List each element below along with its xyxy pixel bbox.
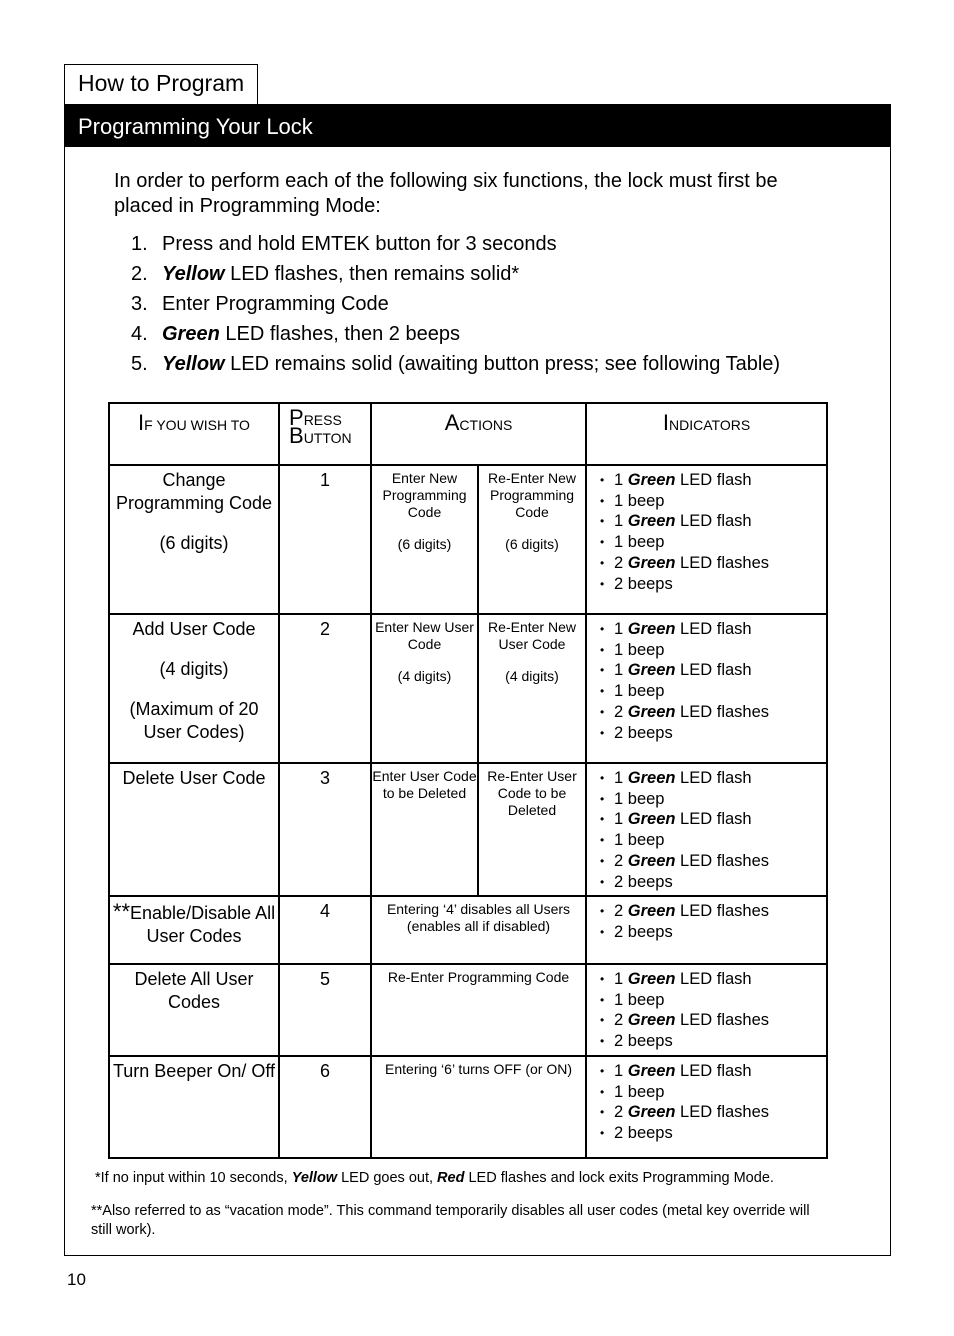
indicator-item: • 1 Green LED flash: [600, 970, 752, 988]
indicator-item: • 1 beep: [600, 789, 665, 808]
indicators-cell: [586, 763, 827, 896]
indicator-item: • 1 Green LED flash: [600, 769, 752, 787]
indicator-item: • 1 Green LED flash: [600, 810, 752, 829]
wish-text: Delete User Code: [122, 768, 266, 788]
action-cell: [478, 614, 586, 763]
wish-cell: [109, 763, 279, 896]
button-cell: 2: [279, 614, 371, 763]
action-cell: [371, 1056, 586, 1158]
wish-note: (4 digits): [159, 659, 229, 679]
indicator-item: • 1 beep: [600, 682, 665, 701]
action-text: Enter New User Code: [375, 619, 474, 652]
step-item: [131, 289, 780, 319]
step-emphasis: Green: [162, 323, 220, 345]
table-row: [109, 763, 827, 896]
programming-table: [108, 402, 828, 1159]
action-text: Re-Enter New User Code: [488, 619, 576, 652]
step-emphasis: Yellow: [162, 263, 225, 285]
button-cell: 6: [279, 1056, 371, 1158]
table-header-row: [109, 403, 827, 465]
action-text: Re-Enter Programming Code: [387, 969, 570, 985]
action-text: Re-Enter User Code to be Deleted: [487, 768, 577, 818]
table-row: [109, 964, 827, 1056]
indicator-item: • 1 Green LED flash: [600, 620, 752, 638]
indicator-item: • 2 Green LED flashes: [600, 702, 770, 721]
button-cell: 1: [279, 465, 371, 614]
indicator-item: • 2 beeps: [600, 1124, 673, 1143]
section-title: Programming Your Lock: [78, 114, 313, 139]
action-text: Enter User Code to be Deleted: [372, 768, 477, 801]
wish-cell: [109, 896, 279, 964]
wish-text: Change Programming Code: [115, 470, 273, 513]
table-row: [109, 1056, 827, 1158]
step-text: LED flashes, then remains solid*: [224, 263, 520, 285]
action-cell: [371, 964, 586, 1056]
wish-cell: [109, 1056, 279, 1158]
indicator-item: • 1 beep: [600, 533, 665, 552]
action-note: (4 digits): [505, 668, 559, 684]
step-text: Enter Programming Code: [162, 293, 389, 315]
wish-cell: [109, 465, 279, 614]
indicators-cell: [586, 896, 827, 964]
action-text: Enter New Programming Code: [382, 470, 467, 520]
wish-cell: [109, 964, 279, 1056]
action-cell: [371, 763, 478, 896]
step-text: Press and hold EMTEK button for 3 seconds: [162, 233, 557, 255]
indicators-cell: [586, 1056, 827, 1158]
section-banner: [65, 105, 890, 147]
indicator-item: • 1 Green LED flash: [600, 512, 752, 531]
step-emphasis: Yellow: [162, 353, 225, 375]
indicator-item: • 2 beeps: [600, 922, 673, 941]
table-row: [109, 465, 827, 614]
wish-text: Add User Code: [132, 619, 256, 639]
action-text: Entering ‘6’ turns OFF (or ON): [385, 1061, 572, 1077]
indicator-item: • 1 beep: [600, 491, 665, 510]
button-cell: 4: [279, 896, 371, 964]
action-note: (6 digits): [397, 536, 452, 552]
header-actions: ACTIONS: [371, 403, 586, 465]
page-number: 10: [67, 1270, 86, 1289]
action-note: (6 digits): [505, 536, 559, 552]
footnote-marker: **: [112, 899, 131, 924]
wish-note: (6 digits): [159, 533, 229, 553]
indicators-cell: [586, 614, 827, 763]
tab-title: How to Program: [78, 70, 245, 96]
indicator-item: • 1 Green LED flash: [600, 1062, 752, 1080]
header-press-button: PRESS BUTTON: [279, 403, 371, 465]
button-cell: 5: [279, 964, 371, 1056]
content-frame: [64, 104, 891, 1256]
indicator-item: • 1 beep: [600, 831, 665, 850]
step-number: 1.: [131, 233, 148, 255]
indicator-item: • 2 Green LED flashes: [600, 851, 770, 870]
indicator-item: • 2 beeps: [600, 574, 673, 593]
wish-note: (Maximum of 20 User Codes): [129, 699, 259, 742]
table-row: [109, 614, 827, 763]
action-cell: [371, 896, 586, 964]
indicators-cell: [586, 964, 827, 1056]
button-cell: 3: [279, 763, 371, 896]
header-if-you-wish-to: IF YOU WISH TO: [109, 403, 279, 465]
steps-list: [131, 229, 780, 379]
intro-text: In order to perform each of the following six functions, the lock must first be placed in Programming Mode:: [114, 170, 778, 217]
action-cell: [371, 465, 478, 614]
step-number: 4.: [131, 323, 148, 345]
step-number: 5.: [131, 353, 148, 375]
action-cell: [371, 614, 478, 763]
wish-text: Turn Beeper On/ Off: [112, 1061, 276, 1081]
footnote-1: *If no input within 10 seconds, Yellow LED goes out, Red LED flashes and lock exits Programming Mode.: [95, 1170, 774, 1186]
indicator-item: • 1 beep: [600, 990, 665, 1009]
indicator-item: • 2 beeps: [600, 723, 673, 742]
step-item: [131, 229, 780, 259]
table-row: [109, 896, 827, 964]
indicator-item: • 1 beep: [600, 1082, 665, 1101]
step-text: LED flashes, then 2 beeps: [219, 323, 460, 345]
wish-text: Delete All User Codes: [134, 969, 254, 1012]
action-note: (4 digits): [397, 668, 452, 684]
indicators-cell: [586, 465, 827, 614]
step-item: [131, 349, 780, 379]
action-cell: [478, 763, 586, 896]
wish-cell: [109, 614, 279, 763]
step-number: 2.: [131, 263, 148, 285]
indicator-item: • 2 Green LED flashes: [600, 553, 770, 572]
header-indicators: INDICATORS: [586, 403, 827, 465]
step-text: LED remains solid (awaiting button press; see following Table): [224, 353, 781, 375]
action-text: Entering ‘4’ disables all Users (enables all if disabled): [386, 901, 571, 934]
footnote-2: **Also referred to as “vacation mode”. This command temporarily disables all user codes (metal key override will still work).: [91, 1203, 810, 1238]
indicator-item: • 2 Green LED flashes: [600, 1011, 770, 1030]
indicator-item: • 2 beeps: [600, 1032, 673, 1051]
indicator-item: • 2 Green LED flashes: [600, 902, 770, 920]
action-text: Re-Enter New Programming Code: [488, 470, 576, 520]
wish-text: Enable/Disable All User Codes: [130, 903, 276, 946]
indicator-item: • 2 Green LED flashes: [600, 1103, 770, 1122]
action-cell: [478, 465, 586, 614]
step-number: 3.: [131, 293, 148, 315]
step-item: [131, 319, 780, 349]
section-tab: [64, 64, 258, 104]
indicator-item: • 1 Green LED flash: [600, 661, 752, 680]
step-item: [131, 259, 780, 289]
indicator-item: • 2 beeps: [600, 872, 673, 891]
indicator-item: • 1 beep: [600, 640, 665, 659]
indicator-item: • 1 Green LED flash: [600, 471, 752, 489]
